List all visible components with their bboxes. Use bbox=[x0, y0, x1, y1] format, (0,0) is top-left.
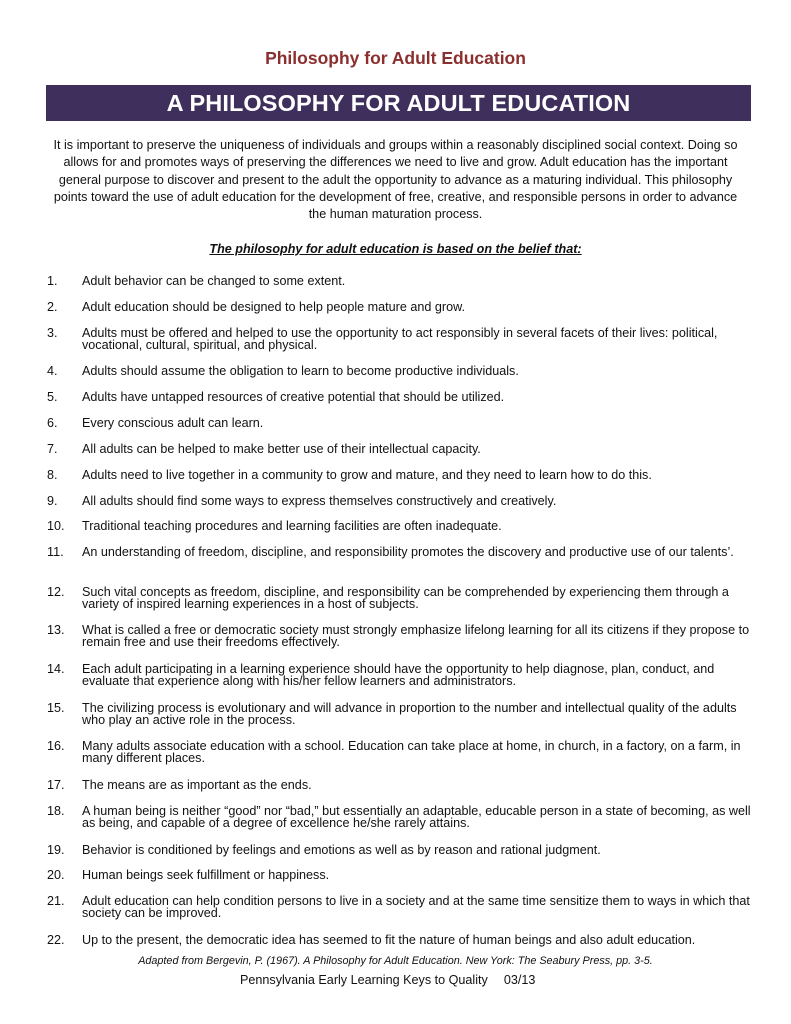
list-item-number: 11. bbox=[47, 545, 64, 559]
page-footer bbox=[240, 973, 535, 987]
list-item-number: 15. bbox=[47, 701, 65, 715]
list-item-text: Human beings seek fulfillment or happiness. bbox=[82, 868, 330, 882]
list-item-text: Adults need to live together in a community to grow and mature, and they need to learn how to do this. bbox=[82, 468, 652, 482]
intro-paragraph: It is important to preserve the uniqueness of individuals and groups within a reasonably disciplined social context. Doing so allows for and promotes ways of preserving the differences we need to live and grow. Adult education has the important general purpose to discover and present to the adult the opportunity to advance as a maturing individual. This philosophy points toward the use of adult education for the development of free, creative, and responsible persons in order to advance the human maturation process. bbox=[53, 138, 738, 222]
footer-org: Pennsylvania Early Learning Keys to Quality bbox=[240, 973, 488, 987]
belief-heading: The philosophy for adult education is based on the belief that: bbox=[209, 242, 582, 256]
list-item-text: All adults can be helped to make better use of their intellectual capacity. bbox=[82, 442, 481, 456]
page-title: A PHILOSOPHY FOR ADULT EDUCATION bbox=[166, 89, 631, 116]
list-item-text: Adult education should be designed to help people mature and grow. bbox=[82, 300, 465, 314]
list-item-text: Adults must be offered and helped to use the opportunity to act responsibly in several facets of their lives: political, vocational, cultural, spiritual, and physical. bbox=[82, 326, 718, 353]
list-item-text: Traditional teaching procedures and learning facilities are often inadequate. bbox=[82, 519, 502, 533]
list-item-text: Each adult participating in a learning experience should have the opportunity to help diagnose, plan, conduct, and evaluate that experience along with his/her fellow learners and administrators. bbox=[82, 662, 715, 689]
list-item-number: 13. bbox=[47, 623, 65, 637]
list-item-text: A human being is neither “good” nor “bad,” but essentially an adaptable, educable person in a state of becoming, as well as being, and capable of a degree of excellence he/she rarely attains. bbox=[82, 804, 751, 831]
list-item-number: 6. bbox=[47, 416, 58, 430]
citation: Adapted from Bergevin, P. (1967). A Philosophy for Adult Education. New York: The Seabury Press, pp. 3-5. bbox=[138, 955, 653, 967]
list-item-text: All adults should find some ways to express themselves constructively and creatively. bbox=[82, 494, 557, 508]
list-item-text: Adults have untapped resources of creative potential that should be utilized. bbox=[82, 390, 505, 404]
list-item-text: Such vital concepts as freedom, discipline, and responsibility can be comprehended by experiencing them through a variety of inspired learning experiences in a host of subjects. bbox=[82, 585, 729, 612]
list-item-number: 8. bbox=[47, 468, 58, 482]
list-item-text: Adult education can help condition persons to live in a society and at the same time sensitize them to ways in which that society can be improved. bbox=[82, 894, 750, 921]
list-item-text: What is called a free or democratic society must strongly emphasize lifelong learning for all its citizens if they propose to remain free and use their freedoms effectively. bbox=[82, 623, 750, 650]
list-item-number: 16. bbox=[47, 739, 65, 753]
list-item-number: 1. bbox=[47, 274, 58, 288]
list-item-number: 7. bbox=[47, 442, 58, 456]
list-item-text: Every conscious adult can learn. bbox=[82, 416, 264, 430]
list-item-number: 18. bbox=[47, 804, 65, 818]
list-item-number: 20. bbox=[47, 868, 65, 882]
footer-date: 03/13 bbox=[503, 973, 536, 987]
list-item-number: 14. bbox=[47, 662, 65, 676]
list-item-text: An understanding of freedom, discipline, and responsibility promotes the discovery and productive use of our talents’. bbox=[82, 545, 734, 559]
document-header: Philosophy for Adult Education bbox=[265, 48, 526, 68]
list-item-text: Up to the present, the democratic idea has seemed to fit the nature of human beings and also adult education. bbox=[82, 933, 696, 947]
list-item-number: 17. bbox=[47, 778, 65, 792]
list-item-number: 2. bbox=[47, 300, 58, 314]
list-item-number: 5. bbox=[47, 390, 58, 404]
list-item-number: 9. bbox=[47, 494, 58, 508]
list-item-number: 12. bbox=[47, 585, 65, 599]
list-item-number: 4. bbox=[47, 364, 58, 378]
list-item-text: The means are as important as the ends. bbox=[82, 778, 312, 792]
list-item-text: Adult behavior can be changed to some extent. bbox=[82, 274, 346, 288]
list-item-number: 22. bbox=[47, 933, 65, 947]
list-item-text: Behavior is conditioned by feelings and emotions as well as by reason and rational judgment. bbox=[82, 843, 601, 857]
list-item-number: 21. bbox=[47, 894, 65, 908]
list-item-text: Adults should assume the obligation to learn to become productive individuals. bbox=[82, 364, 519, 378]
list-item-number: 10. bbox=[47, 519, 65, 533]
title-banner bbox=[46, 85, 751, 121]
list-item-number: 3. bbox=[47, 326, 58, 340]
list-item-number: 19. bbox=[47, 843, 65, 857]
list-item-text: The civilizing process is evolutionary and will advance in proportion to the number and intellectual quality of the adults who play an active role in the process. bbox=[82, 701, 737, 728]
list-item-text: Many adults associate education with a school. Education can take place at home, in church, in a factory, on a farm, in many different places. bbox=[82, 739, 741, 766]
